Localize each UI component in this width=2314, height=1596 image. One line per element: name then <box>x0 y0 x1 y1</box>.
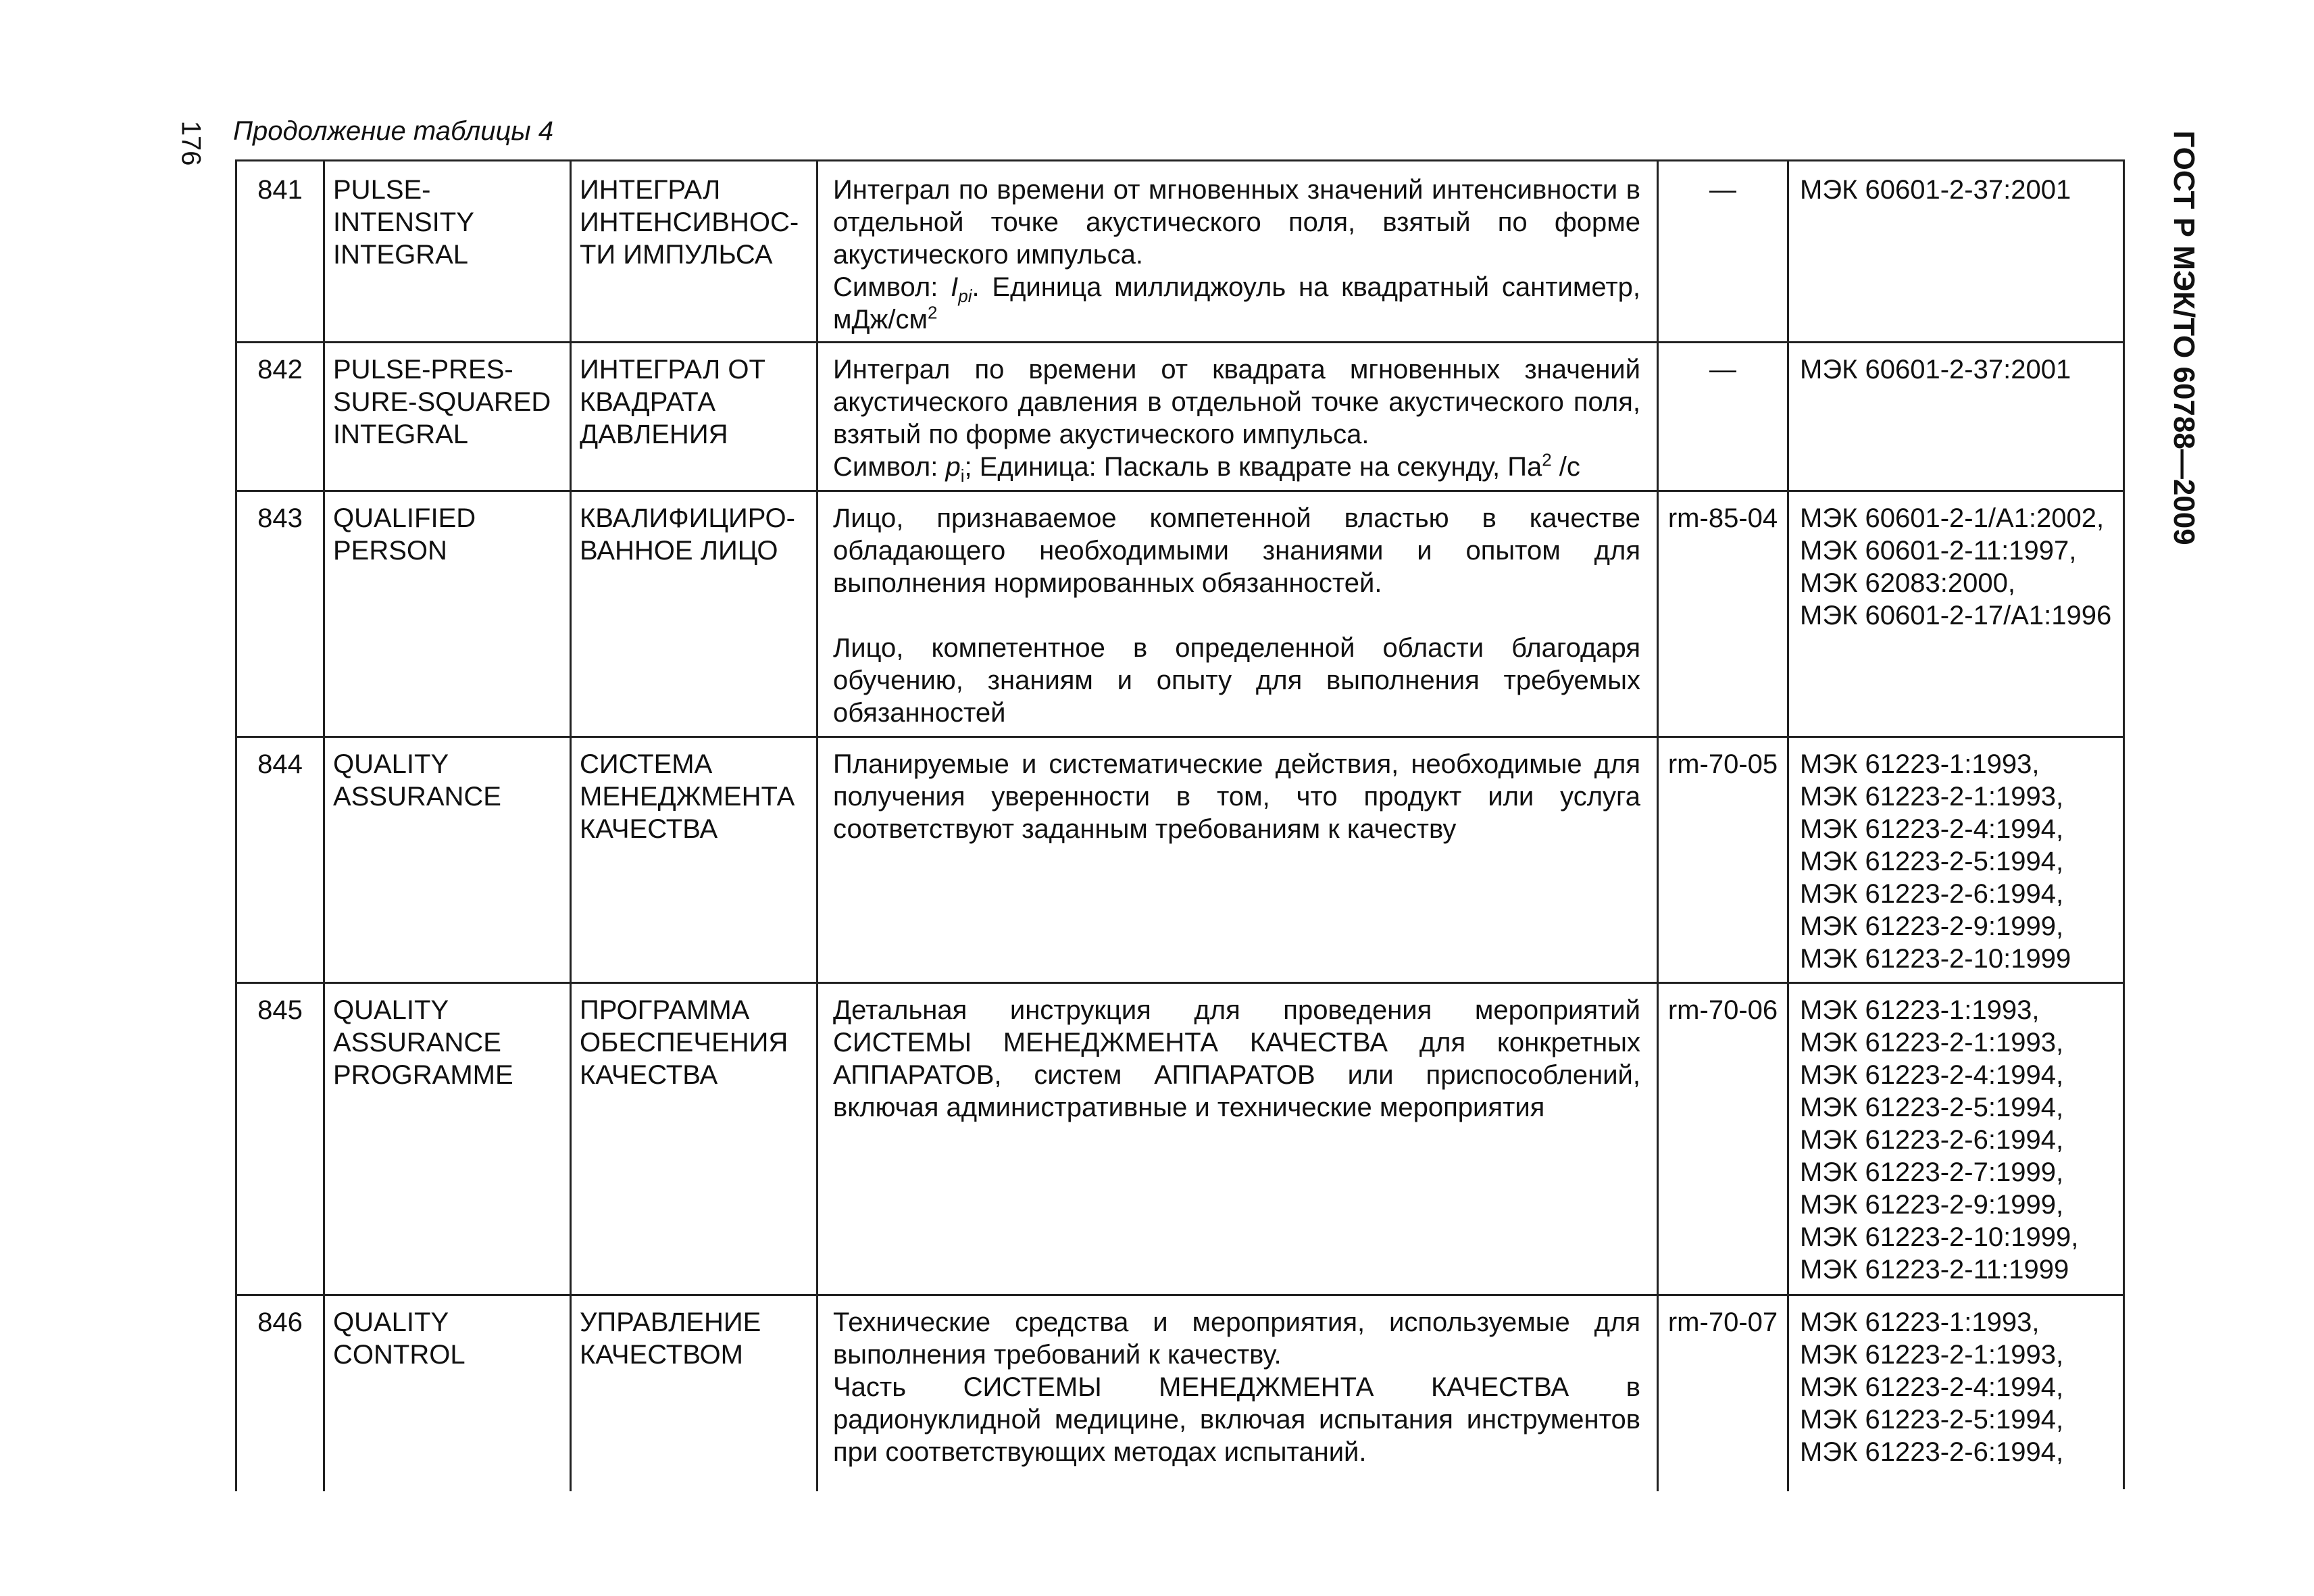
term-number: 846 <box>235 1294 323 1491</box>
term-number: 844 <box>235 736 323 982</box>
term-russian <box>570 341 816 490</box>
term-russian-line: ТИ ИМПУЛЬСА <box>580 240 773 270</box>
table-row <box>235 161 2123 343</box>
reference-line: МЭК 61223-2-9:1999, <box>1800 1190 2064 1220</box>
definition-paragraph: Часть СИСТЕМЫ МЕНЕДЖМЕНТА КАЧЕСТВА в радионуклидной медицине, включая испытания инструментов при соответствующих методах испытаний. <box>833 1372 1640 1467</box>
term-english-line: CONTROL <box>333 1340 466 1370</box>
term-english <box>323 490 570 736</box>
reference-line: МЭК 62083:2000, <box>1800 568 2015 598</box>
page-number: 176 <box>176 120 206 166</box>
term-english-line: PERSON <box>333 536 447 566</box>
term-code: rm-70-07 <box>1657 1294 1787 1491</box>
definition-paragraph: Детальная инструкция для проведения мероприятий СИСТЕМЫ МЕНЕДЖМЕНТА КАЧЕСТВА для конкретных АППАРАТОВ, систем АППАРАТОВ или приспособлений, включая административные и технические мероприятия <box>833 995 1640 1122</box>
term-code: rm-70-05 <box>1657 736 1787 982</box>
term-english-line: INTENSITY <box>333 207 474 237</box>
term-russian-line: СИСТЕМА <box>580 749 713 779</box>
term-definition <box>816 161 1657 341</box>
term-number: 845 <box>235 982 323 1294</box>
term-references <box>1787 736 2123 982</box>
reference-line: МЭК 61223-1:1993, <box>1800 995 2040 1025</box>
term-english-line: ASSURANCE <box>333 1028 501 1057</box>
reference-line: МЭК 61223-2-11:1999 <box>1800 1255 2069 1285</box>
reference-line: МЭК 61223-2-5:1994, <box>1800 847 2064 876</box>
term-english <box>323 341 570 490</box>
term-russian-line: КАЧЕСТВОМ <box>580 1340 743 1370</box>
reference-line: МЭК 61223-2-10:1999 <box>1800 944 2071 974</box>
reference-line: МЭК 61223-2-6:1994, <box>1800 1437 2064 1467</box>
term-russian <box>570 161 816 341</box>
table-row <box>235 1294 2123 1491</box>
term-russian-line: КВАДРАТА <box>580 387 716 417</box>
term-english-line: PULSE-PRES- <box>333 355 513 384</box>
term-russian-line: КАЧЕСТВА <box>580 814 718 844</box>
reference-line: МЭК 61223-2-5:1994, <box>1800 1405 2064 1435</box>
table-row <box>235 490 2123 738</box>
term-number: 843 <box>235 490 323 736</box>
term-russian-line: КВАЛИФИЦИРО- <box>580 503 795 533</box>
term-definition <box>816 341 1657 490</box>
term-russian-line: КАЧЕСТВА <box>580 1060 718 1090</box>
table-caption: Продолжение таблицы 4 <box>233 116 554 146</box>
term-definition <box>816 1294 1657 1491</box>
reference-line: МЭК 61223-1:1993, <box>1800 1307 2040 1337</box>
table-row <box>235 982 2123 1296</box>
term-code: — <box>1657 161 1787 341</box>
reference-line: МЭК 61223-2-7:1999, <box>1800 1157 2064 1187</box>
term-russian-line: ПРОГРАММА <box>580 995 750 1025</box>
reference-line: МЭК 61223-2-6:1994, <box>1800 879 2064 909</box>
term-english-line: QUALITY <box>333 1307 449 1337</box>
term-code: rm-70-06 <box>1657 982 1787 1294</box>
definition-paragraph: Лицо, признаваемое компетенной властью в качестве обладающего необходимыми знаниями и опытом для выполнения нормированных обязанностей. <box>833 503 1640 598</box>
reference-line: МЭК 61223-2-1:1993, <box>1800 782 2064 812</box>
reference-line: МЭК 61223-2-4:1994, <box>1800 1372 2064 1402</box>
reference-line: МЭК 61223-2-4:1994, <box>1800 814 2064 844</box>
term-russian-line: ОБЕСПЕЧЕНИЯ <box>580 1028 788 1057</box>
term-references <box>1787 341 2123 490</box>
term-references <box>1787 490 2123 736</box>
term-number: 841 <box>235 161 323 341</box>
term-references <box>1787 161 2123 341</box>
term-references <box>1787 1294 2123 1491</box>
term-russian-line: ВАННОЕ ЛИЦО <box>580 536 778 566</box>
reference-line: МЭК 60601-2-37:2001 <box>1800 355 2071 384</box>
reference-line: МЭК 60601-2-37:2001 <box>1800 175 2071 205</box>
table-row <box>235 736 2123 984</box>
term-code: — <box>1657 341 1787 490</box>
term-russian <box>570 1294 816 1491</box>
table-row <box>235 341 2123 492</box>
term-russian-line: ДАВЛЕНИЯ <box>580 420 728 449</box>
term-russian <box>570 982 816 1294</box>
term-russian <box>570 490 816 736</box>
reference-line: МЭК 61223-2-1:1993, <box>1800 1340 2064 1370</box>
term-definition <box>816 982 1657 1294</box>
definition-paragraph: Технические средства и мероприятия, используемые для выполнения требований к качеству. <box>833 1307 1640 1370</box>
definition-symbol: Символ: $p_i$; Единица: Паскаль в квадрате на секунду, $Па^2$ /с <box>833 449 1580 486</box>
reference-line: МЭК 61223-2-9:1999, <box>1800 912 2064 941</box>
term-english <box>323 1294 570 1491</box>
reference-line: МЭК 60601-2-11:1997, <box>1800 536 2077 566</box>
term-english-line: QUALITY <box>333 749 449 779</box>
term-number: 842 <box>235 341 323 490</box>
reference-line: МЭК 61223-1:1993, <box>1800 749 2040 779</box>
term-russian-line: УПРАВЛЕНИЕ <box>580 1307 761 1337</box>
term-code: rm-85-04 <box>1657 490 1787 736</box>
definition-paragraph: Планируемые и систематические действия, необходимые для получения уверенности в том, что продукт или услуга соответствуют заданным требованиям к качеству <box>833 749 1640 844</box>
term-english-line: INTEGRAL <box>333 420 469 449</box>
reference-line: МЭК 61223-2-10:1999, <box>1800 1222 2079 1252</box>
term-english <box>323 161 570 341</box>
reference-line: МЭК 61223-2-5:1994, <box>1800 1093 2064 1122</box>
term-definition <box>816 736 1657 982</box>
term-english-line: ASSURANCE <box>333 782 501 812</box>
term-references <box>1787 982 2123 1294</box>
term-russian-line: ИНТЕНСИВНОС- <box>580 207 799 237</box>
terms-table <box>235 159 2125 1489</box>
term-english <box>323 982 570 1294</box>
reference-line: МЭК 60601-2-1/А1:2002, <box>1800 503 2105 533</box>
reference-line: МЭК 61223-2-1:1993, <box>1800 1028 2064 1057</box>
reference-line: МЭК 61223-2-6:1994, <box>1800 1125 2064 1155</box>
term-definition <box>816 490 1657 736</box>
term-russian-line: МЕНЕДЖМЕНТА <box>580 782 795 812</box>
term-english-line: QUALITY <box>333 995 449 1025</box>
definition-paragraph: Лицо, компетентное в определенной области благодаря обучению, знаниям и опыту для выполнения требуемых обязанностей <box>833 633 1640 728</box>
definition-symbol: Символ: $I_{pi}$. Единица миллиджоуль на квадратный сантиметр, мДж/$см^2$ <box>833 272 1640 334</box>
term-english-line: PULSE- <box>333 175 431 205</box>
term-russian <box>570 736 816 982</box>
standard-title: ГОСТ Р МЭК/ТО 60788—2009 <box>2167 130 2200 545</box>
term-english-line: PROGRAMME <box>333 1060 513 1090</box>
term-english <box>323 736 570 982</box>
term-english-line: SURE-SQUARED <box>333 387 551 417</box>
term-russian-line: ИНТЕГРАЛ ОТ <box>580 355 765 384</box>
definition-paragraph: Интеграл по времени от квадрата мгновенных значений акустического давления в отдельной точке акустического поля, взятый по форме акустического импульса. <box>833 355 1640 449</box>
term-english-line: INTEGRAL <box>333 240 469 270</box>
term-russian-line: ИНТЕГРАЛ <box>580 175 721 205</box>
definition-paragraph: Интеграл по времени от мгновенных значений интенсивности в отдельной точке акустического поля, взятый по форме акустического импульса. <box>833 175 1640 270</box>
reference-line: МЭК 60601-2-17/А1:1996 <box>1800 601 2112 630</box>
term-english-line: QUALIFIED <box>333 503 476 533</box>
reference-line: МЭК 61223-2-4:1994, <box>1800 1060 2064 1090</box>
